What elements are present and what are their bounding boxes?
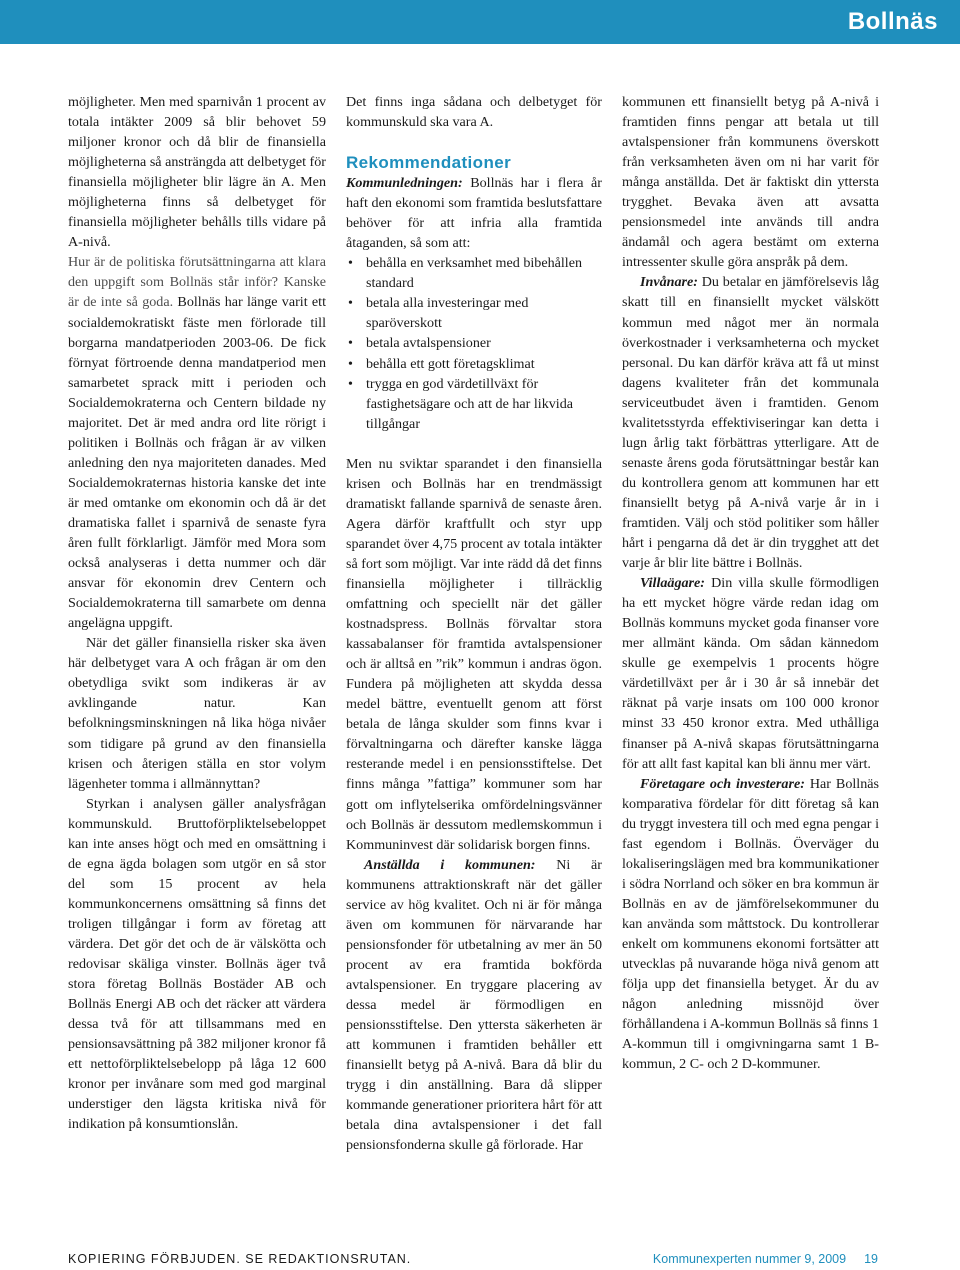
- lead-label: Villaägare:: [640, 575, 705, 592]
- paragraph: [68, 252, 326, 633]
- page-number: 19: [864, 1252, 878, 1266]
- list-item: • behålla ett gott företagsklimat: [346, 354, 602, 374]
- paragraph: [622, 573, 879, 773]
- lead-label: Anställda i kommunen:: [364, 856, 536, 873]
- paragraph: [622, 272, 879, 573]
- paragraph: [346, 855, 602, 1156]
- column-1: [68, 92, 326, 1134]
- paragraph-text: Ni är kommunens attraktionskraft när det gäller service av hög kvalitet. Och ni är för många även om kommunen för närvarande har pensionsfonder för utbetalning av mer än 50 procent av era framtida bokförda avtalspensioner. En tryggare placering av dessa medel är förmodligen en pensionsstiftelse. Den yttersta säkerheten är att kommunen i framtiden behåller ett finansiellt betyg på A-nivå. Bara då blir du trygg i din anställning. Bara då slipper kommande generationer prioritera hårt för att betala dina avtalspensioner i det fall pensionsfonderna skulle gå förlorade. Har: [346, 856, 602, 1154]
- column-2: [346, 92, 602, 1155]
- header-bar: [0, 0, 960, 44]
- paragraph-text: Din villa skulle förmodligen ha ett mycket högre värde redan idag om Bollnäs kommuns mycket goda finanser vore mer allmänt kända. Om sådan kännedom skulle ge exempelvis 1 procents högre värdetillväxt per år i 30 år så innebär det räknat på varje insats om 100 000 kronor minst 33 450 kronor extra. Med uthålliga finanser på A-nivå skapas förutsättningarna för att allt fast kapital kan bli ännu mer värt.: [622, 575, 879, 772]
- paragraph-continuation: Bollnäs har länge varit ett socialdemokratiskt fäste men förlorade till borgarna mandatperioden 2003-06. De fick förnyat förtroende denna mandatperiod men samarbetet sprack mitt i perioden och Socialdemokraterna och Centern bildade ny majoritet. Det är med andra ord lite rörigt i politiken i Bollnäs och frågan är av vilken anledning den nya majoriteten danades. Med Socialdemokraternas historia kanske det inte är med omtanke om ekonomin och då är det dramatiska fallet i sparnivå de senaste fyra åren fullt förklarligt. Jämför med Mora som också analyseras i detta nummer och där ansvar för ekonomin drev Centern och Socialdemokraterna till samarbete om denna angelägna uppgift.: [68, 294, 326, 632]
- publication-info: [653, 1252, 878, 1266]
- list-item: • betala alla investeringar med sparöverskott: [346, 293, 602, 333]
- paragraph: Det finns inga sådana och delbetyget för kommunskuld ska vara A.: [346, 94, 602, 131]
- lead-label: Företagare och investerare:: [640, 775, 805, 792]
- question-text: Hur är de politiska förutsättningarna att klara den uppgift som Bollnäs står inför? Kanske är de inte så goda.: [68, 254, 326, 311]
- copyright-notice: KOPIERING FÖRBJUDEN. SE REDAKTIONSRUTAN.: [68, 1252, 412, 1266]
- section-title: Bollnäs: [847, 8, 938, 35]
- column-3: [622, 92, 879, 1074]
- paragraph: Styrkan i analysen gäller analysfrågan kommunskuld. Bruttoförpliktelsebeloppet kan inte anses högt och med en omsättning i de egna ägda bolagen som utgör en så stor del som 15 procent av hela kommunkoncernens omsättning så finns det troligen tillgångar i form av företag att värdera. Det gör det och de är välskötta och redovisar skäliga vinster. Bollnäs äger två stora företag Bollnäs Bostäder AB och Bollnäs Energi AB och det räcker att värdera dessa två för att tillsammans med en pensionsavsättning på 382 miljoner kronor få ett nettoförpliktelsebelopp på låga 12 600 kronor per invånare som med god marginal understiger den lägsta kritiska nivå för indikation på konsumtionslån.: [68, 795, 326, 1133]
- paragraph: [346, 173, 602, 253]
- paragraph: kommunen ett finansiellt betyg på A-nivå i framtiden finns pengar att betala ut till avtalspensioner från kommunens överskott från verksamheten även om ni har varit för många anställda. Det är faktiskt din yttersta trygghet. Bevaka även att avsatta pensionsmedel inte används till andra ändamål och agera bestämt om externa intressenter skulle göra anspråk på dem.: [622, 94, 879, 271]
- paragraph: När det gäller finansiella risker ska även här delbetyget vara A och frågan är om den obetydliga svikt som indikeras är av avklingande natur. Kan befolkningsminskningen nå lika höga nivåer som tidigare på grund av den finansiella krisen och återigen ställa en stor volym lägenheter tomma i allmännyttan?: [68, 635, 326, 792]
- recommendation-list: [346, 253, 602, 433]
- paragraph-text: Du betalar en jämförelsevis låg skatt till en finansiellt mycket välskött kommun med något mer än normala överkostnader i verksamheterna och mycket personal. Du kan därför kräva att få ut minst dagens kvaliteter från det kommunala serviceutbudet även i framtiden. Genom kvalitetsstyrda effektiviseringar kan detta i lugn årlig takt förbättras ytterligare. Att de senaste årens goda förutsättningar består kan du kontrollera genom att kommunen har ett finansiellt betyg på A-nivå varje år in i framtiden. Välj och stöd politiker som håller hårt i pengarna då det är din trygghet att det varje år blir lite bättre i Bollnäs.: [622, 274, 879, 572]
- paragraph: Men nu sviktar sparandet i den finansiella krisen och Bollnäs har en trendmässigt dramatiskt fallande sparnivå de senaste åren. Agera därför kraftfullt och styr upp sparandet över 4,75 procent av totala intäkter så fort som möjligt. Var inte rädd då det finns finansiella möjligheter i tillräcklig omfattning och speciellt när det gäller kostnadspress. Bollnäs förvaltar stora kassabalanser för framtida avtalspensioner och är alltså en ”rik” kommun i andras ögon. Fundera på möjligheten att skydda dessa medel bättre, eventuellt genom att först betala de långa skulder som finns kvar i förvaltningarna och därefter kanske lägga resterande medel i en pensionsstiftelse. Det finns många ”fattiga” kommuner som har gott om inflytelserika omfördelningsvänner och Bollnäs är dessutom medlemskommun i Kommuninvest där solidarisk borgen finns.: [346, 455, 602, 853]
- list-item: • behålla en verksamhet med bibehållen standard: [346, 253, 602, 293]
- paragraph: [622, 774, 879, 1075]
- paragraph: möjligheter. Men med sparnivån 1 procent av totala intäkter 2009 så blir behovet 59 miljoner kronor och då blir de finansiella möjligheterna så ansträngda att delbetyget för finansiella möjligheter blir lägre än A. Men möjligheterna finns så delbetyget för finansiella möjligheter behålls tills vidare på A-nivå.: [68, 94, 326, 251]
- paragraph-text: Bollnäs har i flera år haft den ekonomi som framtida beslutsfattare behöver för att infria alla framtida åtaganden, så som att:: [346, 175, 602, 252]
- section-heading: Rekommendationer: [346, 153, 512, 173]
- list-item: • betala avtalspensioner: [346, 333, 602, 353]
- lead-label: Invånare:: [640, 274, 698, 291]
- lead-label: Kommunledningen:: [346, 175, 463, 192]
- issue-label: Kommunexperten nummer 9, 2009: [652, 1252, 847, 1266]
- paragraph-text: Har Bollnäs komparativa fördelar för ditt företag så kan du tryggt investera till och med egna pengar i fast egendom i Bollnäs. Överväger du lokaliseringslägen med bra kommunikationer i södra Norrland och söker en bra kommun är Bollnäs en av de jämförelsekommuner du kan använda som måttstock. Du kontrollerar enkelt om kommunens ekonomi fortsätter att utvecklas på nuvarande höga nivå genom att följa upp det finansiella betyget. Är du av någon anledning missnöjd över förhållandena i A-kommun Bollnäs så finns 1 A-kommun till i omgivningarna samt 1 B-kommun, 2 C- och 2 D-kommuner.: [622, 775, 879, 1073]
- list-item: • trygga en god värdetillväxt för fastighetsägare och att de har likvida tillgångar: [346, 374, 602, 434]
